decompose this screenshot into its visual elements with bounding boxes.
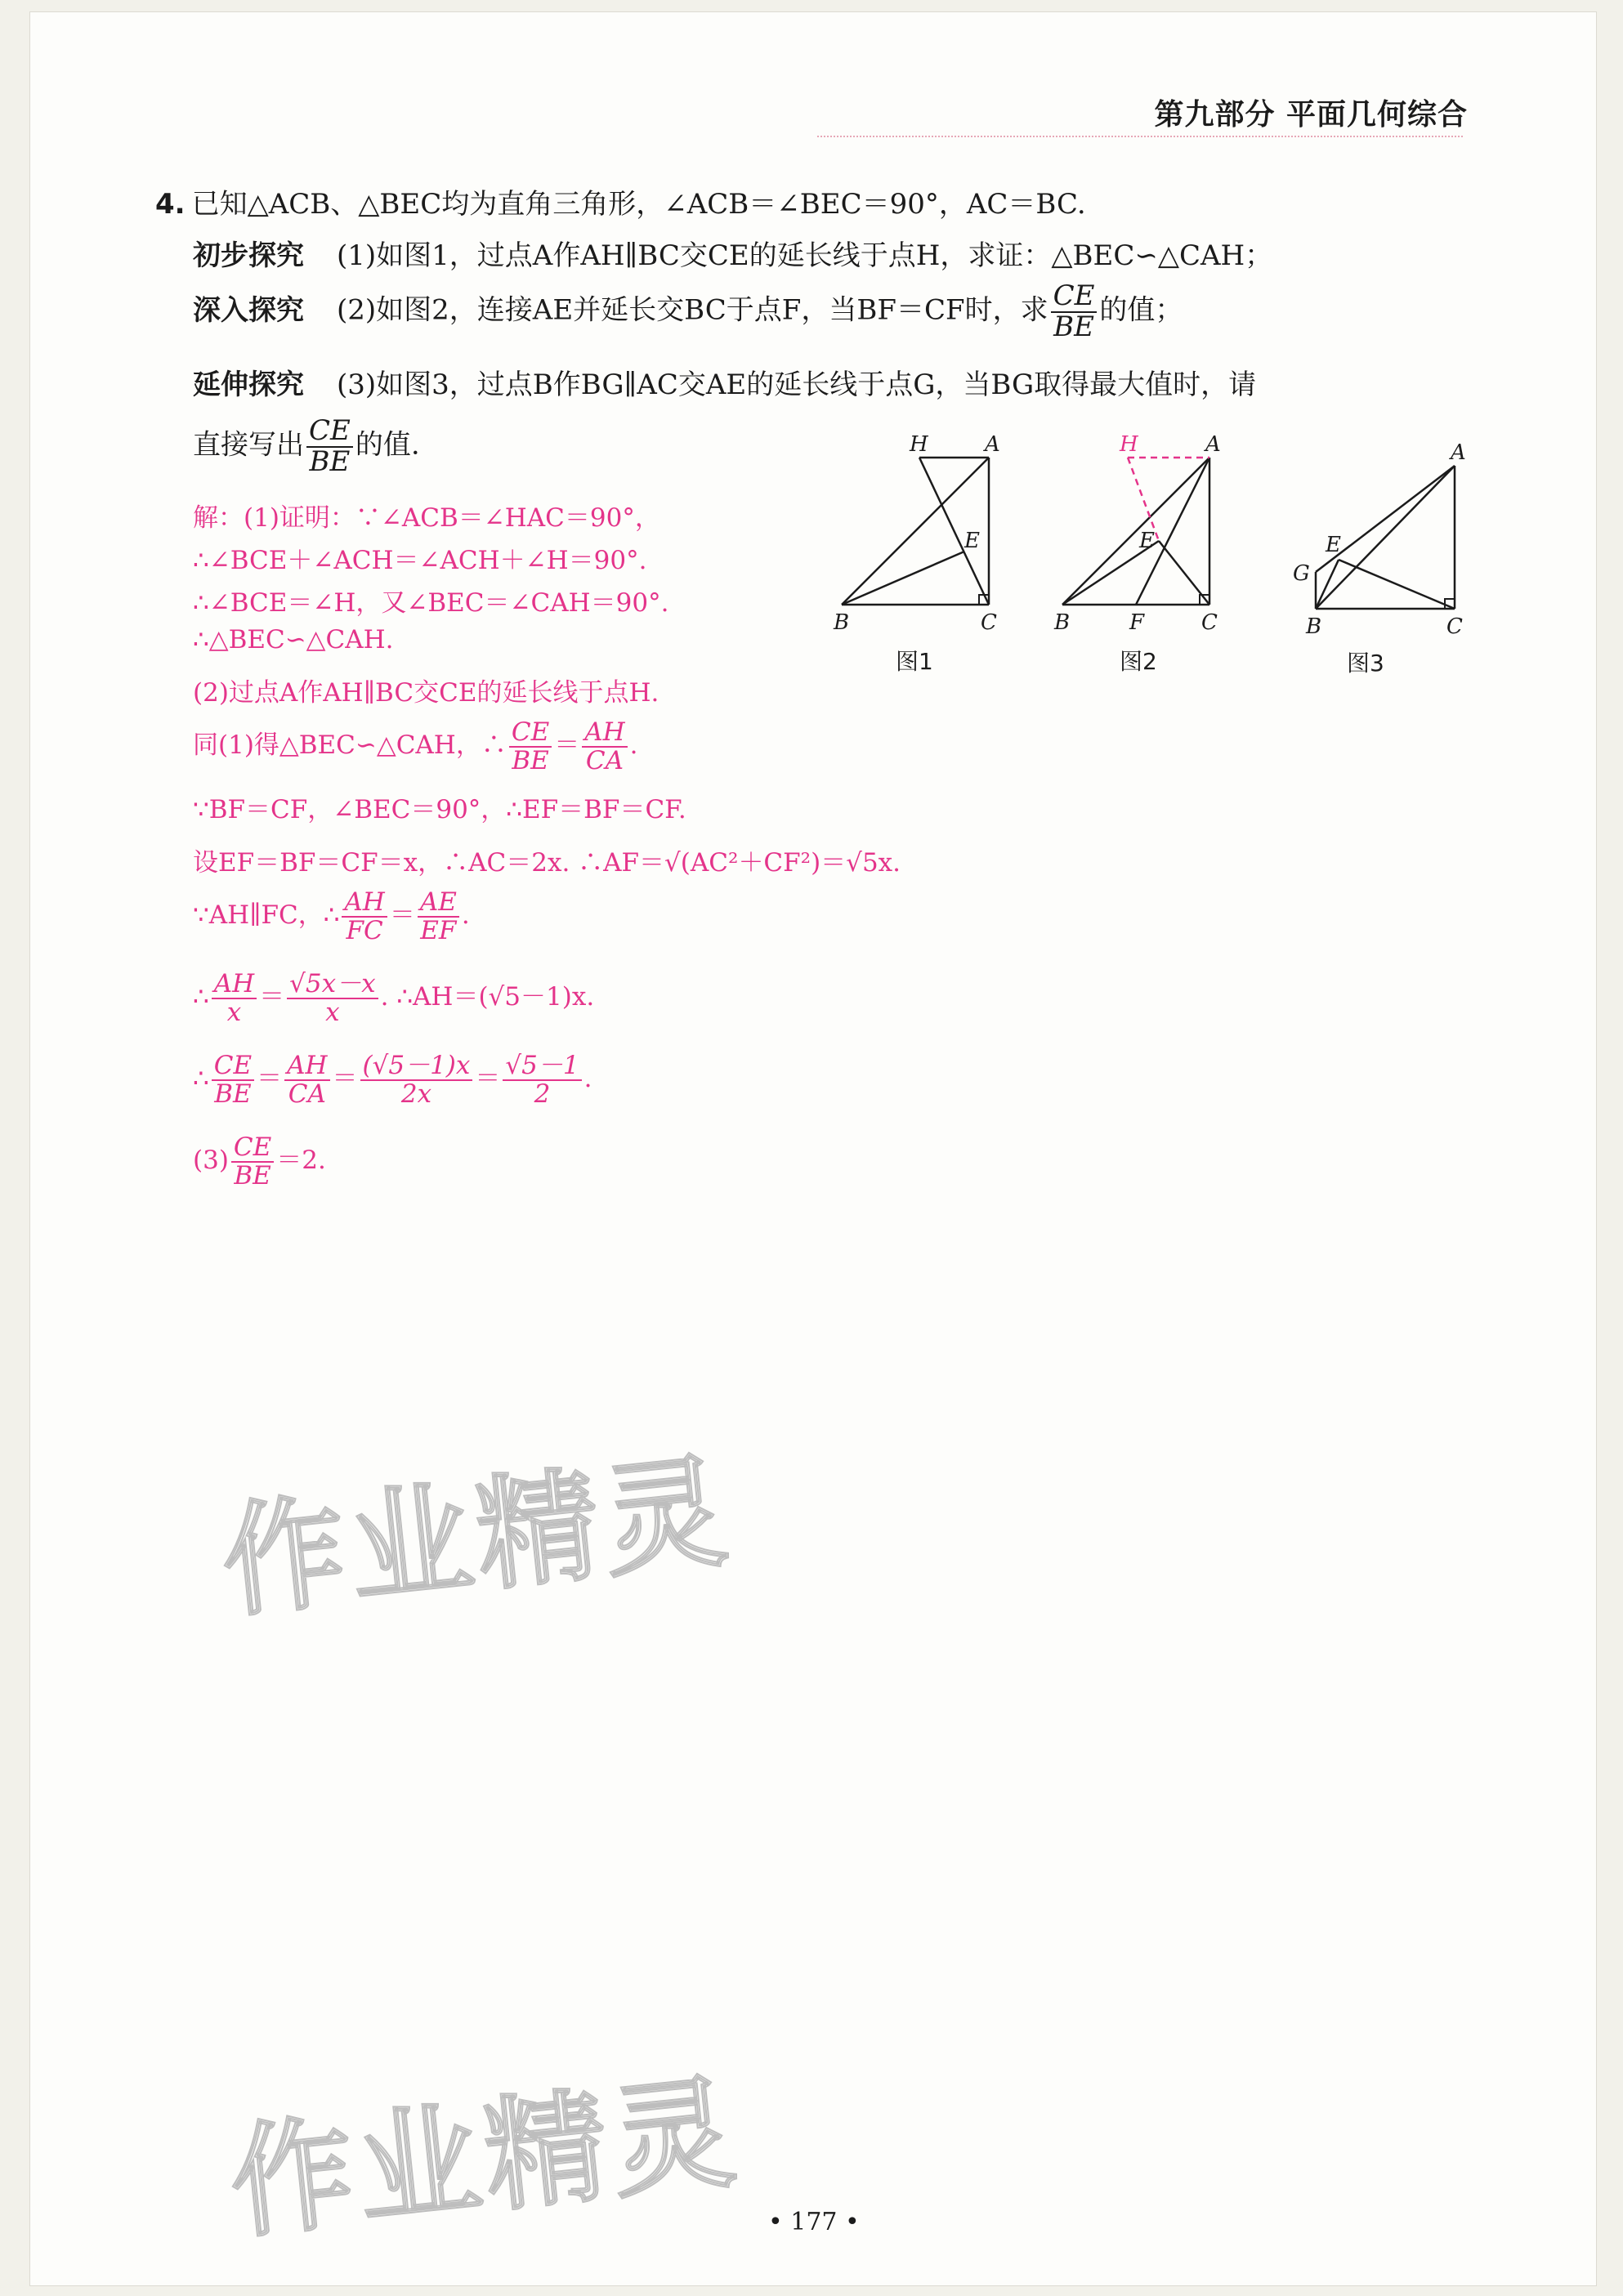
solution-line-11 xyxy=(193,1052,592,1107)
part2-label: 深入探究 xyxy=(193,293,304,327)
sol6-text: 同(1)得△BEC∽△CAH，∴ xyxy=(193,730,507,761)
fig2-point-f: F xyxy=(1129,610,1145,635)
sol9-frac-2 xyxy=(418,889,459,944)
sol9-f2-num: AE xyxy=(418,889,459,918)
sol11-frac-4 xyxy=(503,1052,581,1107)
fig2-point-c: C xyxy=(1201,610,1218,635)
fig3-segment-ec xyxy=(1339,560,1455,609)
sol6-eq: ＝ xyxy=(554,730,580,761)
solution-line-7: ∵BF＝CF，∠BEC＝90°，∴EF＝BF＝CF. xyxy=(193,795,686,824)
figure-2-caption: 图2 xyxy=(1120,648,1157,675)
fig1-segment-be xyxy=(842,552,964,605)
sol11-eq1: ＝ xyxy=(257,1064,283,1094)
sol6-end: . xyxy=(629,730,638,761)
sol9-f1-num: AH xyxy=(342,889,387,918)
sol10-frac-1 xyxy=(212,971,257,1025)
question-number: 4. xyxy=(155,188,186,221)
solution-line-3: ∴∠BCE＝∠H，又∠BEC＝∠CAH＝90°. xyxy=(193,588,669,618)
part2-frac-num: CE xyxy=(1051,282,1098,313)
figure-1-caption: 图1 xyxy=(896,648,933,675)
sol10-f1-num: AH xyxy=(212,971,257,999)
sol12-fraction xyxy=(231,1134,274,1189)
sol11-f4-num: √5－1 xyxy=(503,1052,581,1081)
part3-text: (3)如图3，过点B作BG∥AC交AE的延长线于点G，当BG取得最大值时，请 xyxy=(337,369,1257,401)
sol6-f2-den: CA xyxy=(585,745,624,775)
sol9-end: . xyxy=(461,900,470,931)
part3-frac-den: BE xyxy=(309,444,351,478)
sol12-end: ＝2. xyxy=(276,1146,326,1176)
part2 xyxy=(193,279,1183,343)
section-header: 第九部分 平面几何综合 xyxy=(1154,98,1468,132)
sol10-frac-2 xyxy=(287,971,378,1025)
part2-text: (2)如图2，连接AE并延长交BC于点F，当BF＝CF时，求 xyxy=(337,293,1048,327)
fig1-point-c: C xyxy=(981,610,997,635)
fig3-point-a: A xyxy=(1451,440,1466,465)
solution-line-8: 设EF＝BF＝CF＝x，∴AC＝2x. ∴AF＝√(AC²＋CF²)＝√5x. xyxy=(193,848,901,878)
part3-cont-end: 的值. xyxy=(355,428,420,462)
part3-frac-num: CE xyxy=(306,417,353,448)
page-number: • 177 • xyxy=(768,2208,860,2236)
sol11-eq2: ＝ xyxy=(332,1064,358,1094)
question-stem xyxy=(155,181,1086,221)
sol11-frac-2 xyxy=(284,1052,329,1107)
sol6-f1-num: CE xyxy=(509,719,552,748)
sol9-f2-den: EF xyxy=(420,915,457,945)
sol6-frac-1 xyxy=(509,719,552,774)
sol9-frac-1 xyxy=(342,889,387,944)
fig2-point-b: B xyxy=(1054,610,1071,635)
sol9-f1-den: FC xyxy=(346,915,383,945)
figure-3-caption: 图3 xyxy=(1347,650,1384,677)
sol9-text: ∵AH∥FC，∴ xyxy=(193,900,340,931)
sol11-f2-num: AH xyxy=(284,1052,329,1081)
fig3-point-e: E xyxy=(1326,533,1341,557)
sol6-f2-num: AH xyxy=(582,719,627,748)
solution-line-2: ∴∠BCE＋∠ACH＝∠ACH＋∠H＝90°. xyxy=(193,546,647,575)
solution-line-9 xyxy=(193,889,470,944)
fig1-point-h: H xyxy=(910,432,928,457)
part2-frac-den: BE xyxy=(1053,310,1094,343)
fig1-point-e: E xyxy=(964,529,980,553)
solution-line-5: (2)过点A作AH∥BC交CE的延长线于点H. xyxy=(193,678,659,708)
sol11-f3-den: 2x xyxy=(400,1079,432,1109)
solution-line-6 xyxy=(193,719,637,774)
fig1-point-b: B xyxy=(834,610,850,635)
watermark: 作业精灵 xyxy=(216,1440,738,1636)
question-stem-text: 已知△ACB、△BEC均为直角三角形，∠ACB＝∠BEC＝90°，AC＝BC. xyxy=(191,188,1086,221)
header-divider xyxy=(817,136,1463,137)
sol12-f-num: CE xyxy=(231,1134,274,1163)
solution-line-1: 解：(1)证明：∵∠ACB＝∠HAC＝90°， xyxy=(193,503,660,533)
solution-line-12 xyxy=(193,1134,326,1189)
sol11-f4-den: 2 xyxy=(534,1079,551,1109)
sol11-frac-3 xyxy=(360,1052,473,1107)
sol11-f2-den: CA xyxy=(288,1079,326,1109)
watermark-bottom: 作业精灵 xyxy=(224,2061,746,2257)
sol6-f1-den: BE xyxy=(512,745,549,775)
sol11-end: . xyxy=(583,1064,592,1094)
part2-text-end: 的值； xyxy=(1099,293,1183,327)
sol6-frac-2 xyxy=(582,719,627,774)
sol11-f1-num: CE xyxy=(212,1052,254,1081)
sol10-f1-den: x xyxy=(226,997,242,1027)
fig2-point-e: E xyxy=(1139,529,1155,553)
part1-label: 初步探究 xyxy=(193,239,304,272)
sol10-end: . ∴AH＝(√5－1)x. xyxy=(380,982,595,1012)
sol9-eq: ＝ xyxy=(389,900,415,931)
fig3-segment-be xyxy=(1316,560,1339,609)
sol11-frac-1 xyxy=(212,1052,254,1107)
part3-fraction xyxy=(306,414,353,478)
solution-line-10 xyxy=(193,971,594,1025)
part3-continued xyxy=(193,414,420,478)
sol10-eq: ＝ xyxy=(259,982,285,1012)
part3-cont-text: 直接写出 xyxy=(193,428,304,462)
fig2-point-a: A xyxy=(1205,432,1221,457)
sol11-f3-num: (√5－1)x xyxy=(360,1052,473,1081)
part1 xyxy=(193,233,1272,273)
solution-line-4: ∴△BEC∽△CAH. xyxy=(193,625,394,654)
sol11-f1-den: BE xyxy=(214,1079,252,1109)
sol10-text: ∴ xyxy=(193,982,209,1012)
fig3-point-c: C xyxy=(1446,614,1463,639)
fig3-point-b: B xyxy=(1306,614,1322,639)
sol10-f2-num: √5x－x xyxy=(287,971,378,999)
sol11-text: ∴ xyxy=(193,1064,209,1094)
sol11-eq3: ＝ xyxy=(475,1064,501,1094)
sol12-f-den: BE xyxy=(234,1160,271,1190)
part1-text: (1)如图1，过点A作AH∥BC交CE的延长线于点H，求证：△BEC∽△CAH； xyxy=(337,239,1273,272)
fig3-point-g: G xyxy=(1293,561,1310,586)
sol10-f2-den: x xyxy=(325,997,340,1027)
fig1-point-a: A xyxy=(985,432,1000,457)
part2-fraction xyxy=(1051,279,1098,343)
part3-label: 延伸探究 xyxy=(193,369,304,401)
fig2-point-h: H xyxy=(1120,432,1138,457)
part3 xyxy=(193,362,1256,402)
sol12-text: (3) xyxy=(193,1146,229,1176)
